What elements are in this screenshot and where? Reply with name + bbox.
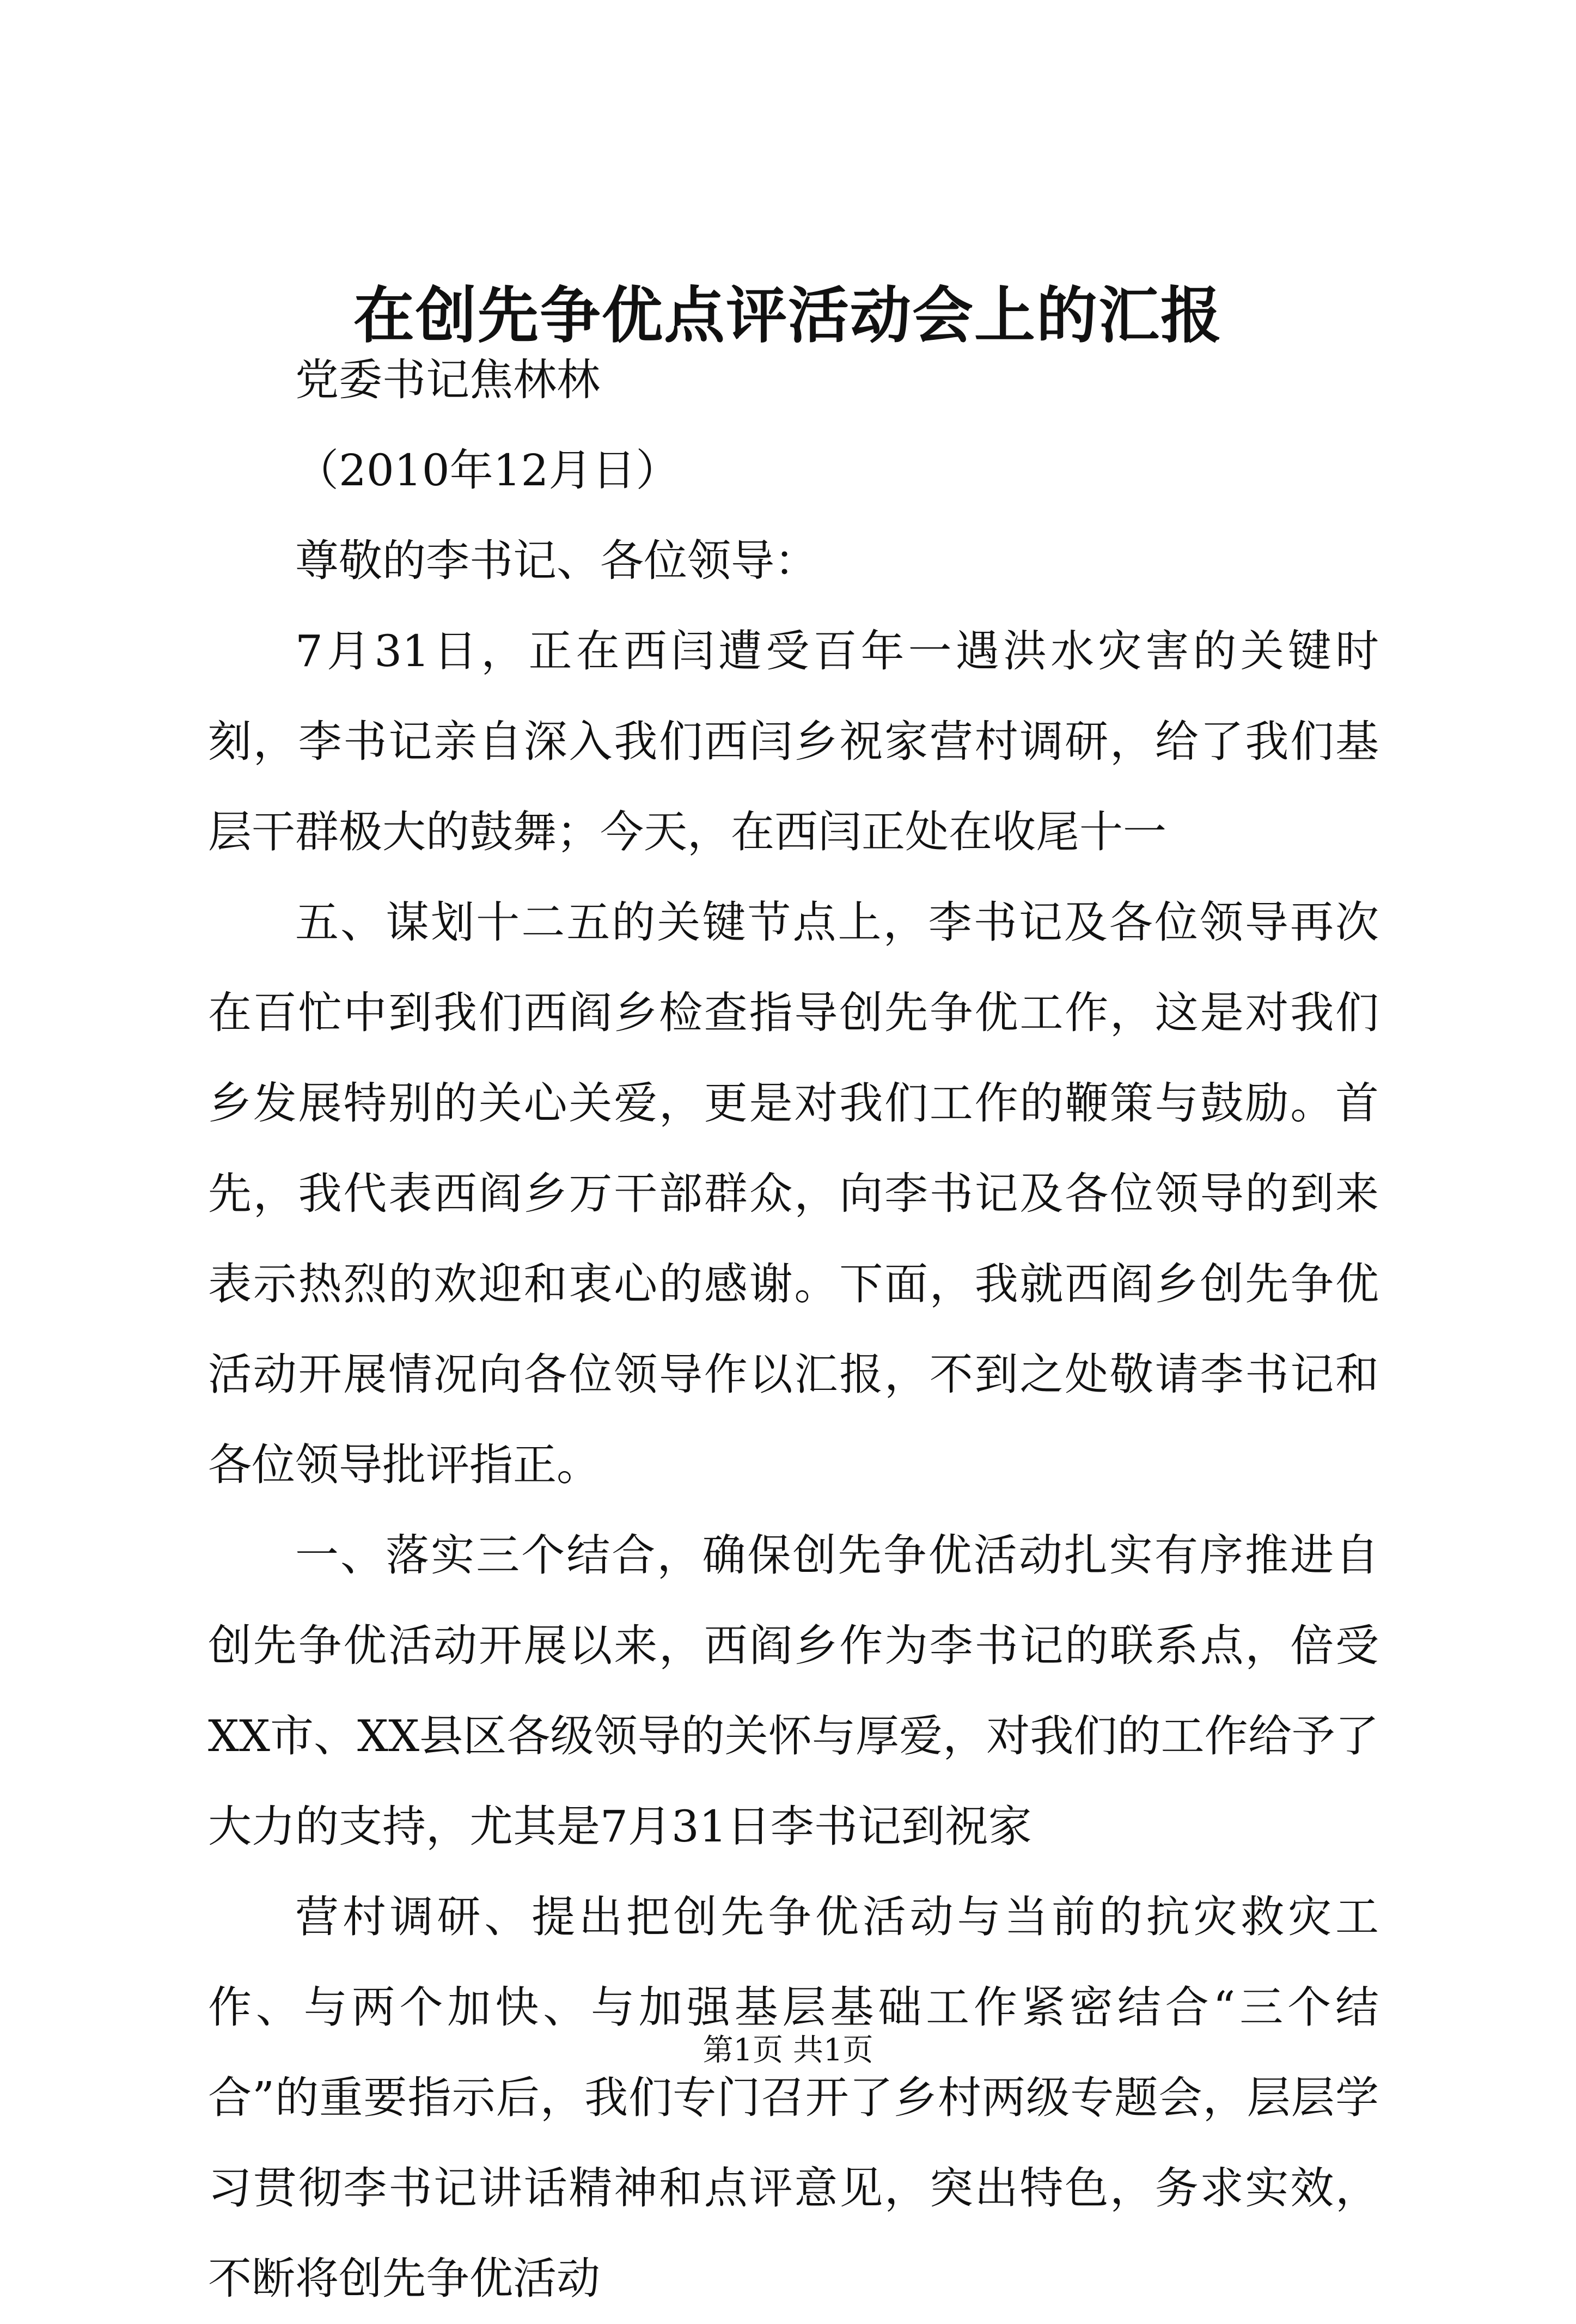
author-line: 党委书记焦林林 xyxy=(295,355,600,405)
date-line: （2010年12月日） xyxy=(295,445,680,496)
page-footer: 第1页 共1页 xyxy=(703,2033,873,2068)
paragraph-2: 五、谋划十二五的关键节点上，李书记及各位领导再次在百忙中到我们西阎乡检查指导创先争优工作，这是对我们乡发展特别的关心关爱，更是对我们工作的鞭策与鼓励。首先，我代表西阎乡万干部群众，向李书记及各位领导的到来表示热烈的欢迎和衷心的感谢。下面，我就西阎乡创先争优活动开展情况向各位领导作以汇报，不到之处敬请李书记和各位领导批评指正。 xyxy=(208,897,1379,1490)
document-body xyxy=(208,335,1379,2324)
document-title: 在创先争优点评活动会上的汇报 xyxy=(353,280,1223,351)
paragraph-3: 一、落实三个结合，确保创先争优活动扎实有序推进自创先争优活动开展以来，西阎乡作为李书记的联系点，倍受XX市、XX县区各级领导的关怀与厚爱，对我们的工作给予了大力的支持，尤其是7月31日李书记到祝家 xyxy=(208,1530,1379,1852)
paragraph-1: 7月31日，正在西闫遭受百年一遇洪水灾害的关键时刻，李书记亲自深入我们西闫乡祝家营村调研，给了我们基层干群极大的鼓舞；今天，在西闫正处在收尾十一 xyxy=(208,626,1379,857)
salutation: 尊敬的李书记、各位领导： xyxy=(295,535,818,586)
paragraph-4: 营村调研、提出把创先争优活动与当前的抗灾救灾工作、与两个加快、与加强基层基础工作紧密结合“三个结合”的重要指示后，我们专门召开了乡村两级专题会，层层学习贯彻李书记讲话精神和点评意见，突出特色，务求实效，不断将创先争优活动 xyxy=(208,1892,1379,2304)
